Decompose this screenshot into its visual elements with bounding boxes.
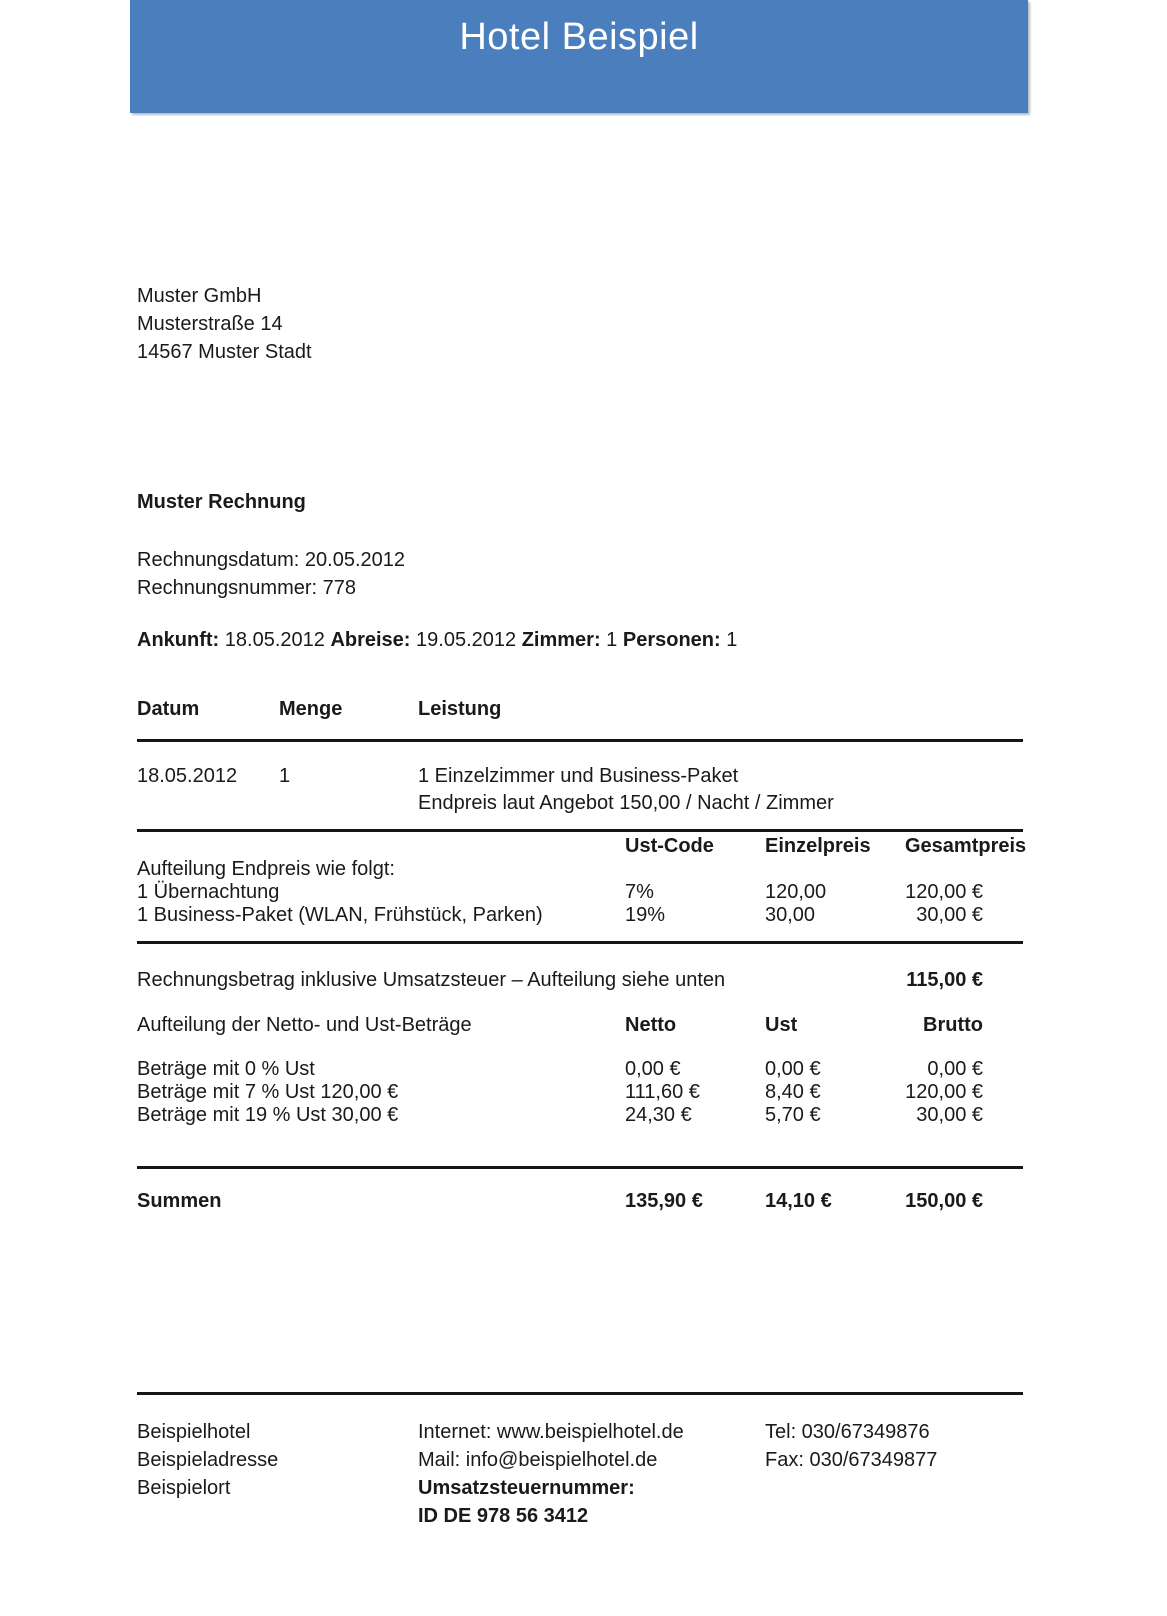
breakdown-top-rule <box>137 829 1023 832</box>
column-header-ust: Ust <box>765 1014 798 1036</box>
item-date: 18.05.2012 <box>137 765 238 787</box>
arrival-value: 18.05.2012 <box>224 629 325 651</box>
footer-tel: Tel: 030/67349876 <box>765 1421 930 1443</box>
breakdown-bottom-rule <box>137 941 1023 944</box>
total-label: Rechnungsbetrag inklusive Umsatzsteuer – Aufteilung siehe unten <box>137 969 726 991</box>
footer-phone-column <box>765 1418 1023 1530</box>
vat-row-ust: 0,00 € <box>765 1058 821 1080</box>
footer-internet: Internet: www.beispielhotel.de <box>418 1421 684 1443</box>
footer-vat-label: Umsatzsteuernummer: <box>418 1477 635 1499</box>
stay-info-line <box>137 626 1023 654</box>
footer-rule <box>137 1392 1023 1395</box>
departure-label: Abreise: <box>330 629 411 651</box>
summen-rule <box>137 1166 1023 1169</box>
footer-vat-id: ID DE 978 56 3412 <box>418 1505 589 1527</box>
footer-mail: Mail: info@beispielhotel.de <box>418 1449 658 1471</box>
footer-hotel-address: Beispieladresse <box>137 1449 279 1471</box>
column-header-einzelpreis: Einzelpreis <box>765 835 871 857</box>
vat-row-brutto: 0,00 € <box>927 1058 983 1080</box>
breakdown-row-gesamtpreis: 30,00 € <box>916 904 983 926</box>
footer-hotel-name: Beispielhotel <box>137 1421 251 1443</box>
invoice-date-value: 20.05.2012 <box>304 549 405 571</box>
summen-ust: 14,10 € <box>765 1190 832 1212</box>
vat-row-label: Beträge mit 19 % Ust 30,00 € <box>137 1104 399 1126</box>
vat-row-brutto: 30,00 € <box>916 1104 983 1126</box>
items-header-rule <box>137 739 1023 742</box>
recipient-city: 14567 Muster Stadt <box>137 341 312 363</box>
breakdown-row-einzelpreis: 120,00 <box>765 881 827 903</box>
column-header-leistung: Leistung <box>418 698 502 720</box>
vat-table-header <box>137 1014 1023 1037</box>
invoice-date-label: Rechnungsdatum: <box>137 549 300 571</box>
item-description-line2: Endpreis laut Angebot 150,00 / Nacht / Zimmer <box>418 792 834 814</box>
item-description <box>418 763 1023 817</box>
footer-fax: Fax: 030/67349877 <box>765 1449 938 1471</box>
breakdown-row-ust-code: 19% <box>625 904 666 926</box>
breakdown-row-label: 1 Business-Paket (WLAN, Frühstück, Parken) <box>137 904 543 926</box>
vat-row-netto: 24,30 € <box>625 1104 692 1126</box>
items-table-header <box>137 698 1023 720</box>
invoice-meta <box>137 546 1023 602</box>
column-header-netto: Netto <box>625 1014 677 1036</box>
vat-row-netto: 0,00 € <box>625 1058 681 1080</box>
vat-row-brutto: 120,00 € <box>905 1081 983 1103</box>
invoice-number-line <box>137 574 1023 602</box>
recipient-street: Musterstraße 14 <box>137 313 283 335</box>
column-header-ust-code: Ust-Code <box>625 835 714 857</box>
vat-row-label: Beträge mit 0 % Ust <box>137 1058 315 1080</box>
vat-table-rows <box>137 1058 1023 1127</box>
recipient-address <box>137 282 1023 366</box>
breakdown-row-einzelpreis: 30,00 <box>765 904 816 926</box>
item-quantity: 1 <box>279 765 291 787</box>
column-header-menge: Menge <box>279 698 343 720</box>
total-row <box>137 969 1023 992</box>
vat-row-netto: 111,60 € <box>625 1081 700 1103</box>
breakdown-row-label: 1 Übernachtung <box>137 881 280 903</box>
column-header-brutto: Brutto <box>923 1014 983 1036</box>
vat-row-ust: 8,40 € <box>765 1081 821 1103</box>
departure-value: 19.05.2012 <box>416 629 517 651</box>
item-description-line1: 1 Einzelzimmer und Business-Paket <box>418 765 739 787</box>
column-header-datum: Datum <box>137 698 200 720</box>
breakdown-row-ust-code: 7% <box>625 881 654 903</box>
hotel-banner <box>130 0 1028 113</box>
hotel-name: Hotel Beispiel <box>459 16 699 58</box>
column-header-gesamtpreis: Gesamtpreis <box>905 835 1027 857</box>
breakdown-intro: Aufteilung Endpreis wie folgt: <box>137 858 395 880</box>
footer-hotel-column <box>137 1418 418 1530</box>
persons-label: Personen: <box>622 629 721 651</box>
footer <box>137 1418 1023 1530</box>
summen-netto: 135,90 € <box>625 1190 703 1212</box>
recipient-name: Muster GmbH <box>137 285 262 307</box>
vat-row-label: Beträge mit 7 % Ust 120,00 € <box>137 1081 399 1103</box>
total-amount: 115,00 € <box>906 969 983 991</box>
vat-title: Aufteilung der Netto- und Ust-Beträge <box>137 1014 472 1036</box>
summen-label: Summen <box>137 1190 222 1212</box>
breakdown-section <box>137 835 1027 927</box>
rooms-label: Zimmer: <box>521 629 601 651</box>
item-row <box>137 763 1023 817</box>
footer-contact-column <box>418 1418 765 1530</box>
vat-row-ust: 5,70 € <box>765 1104 821 1126</box>
arrival-label: Ankunft: <box>137 629 220 651</box>
invoice-title: Muster Rechnung <box>137 491 306 513</box>
summen-brutto: 150,00 € <box>905 1190 983 1212</box>
breakdown-row-gesamtpreis: 120,00 € <box>905 881 983 903</box>
rooms-value: 1 <box>606 629 618 651</box>
footer-hotel-city: Beispielort <box>137 1477 231 1499</box>
invoice-number-value: 778 <box>322 577 357 599</box>
summen-row <box>137 1190 1023 1213</box>
invoice-number-label: Rechnungsnummer: <box>137 577 318 599</box>
invoice-date-line <box>137 546 1023 574</box>
persons-value: 1 <box>726 629 738 651</box>
